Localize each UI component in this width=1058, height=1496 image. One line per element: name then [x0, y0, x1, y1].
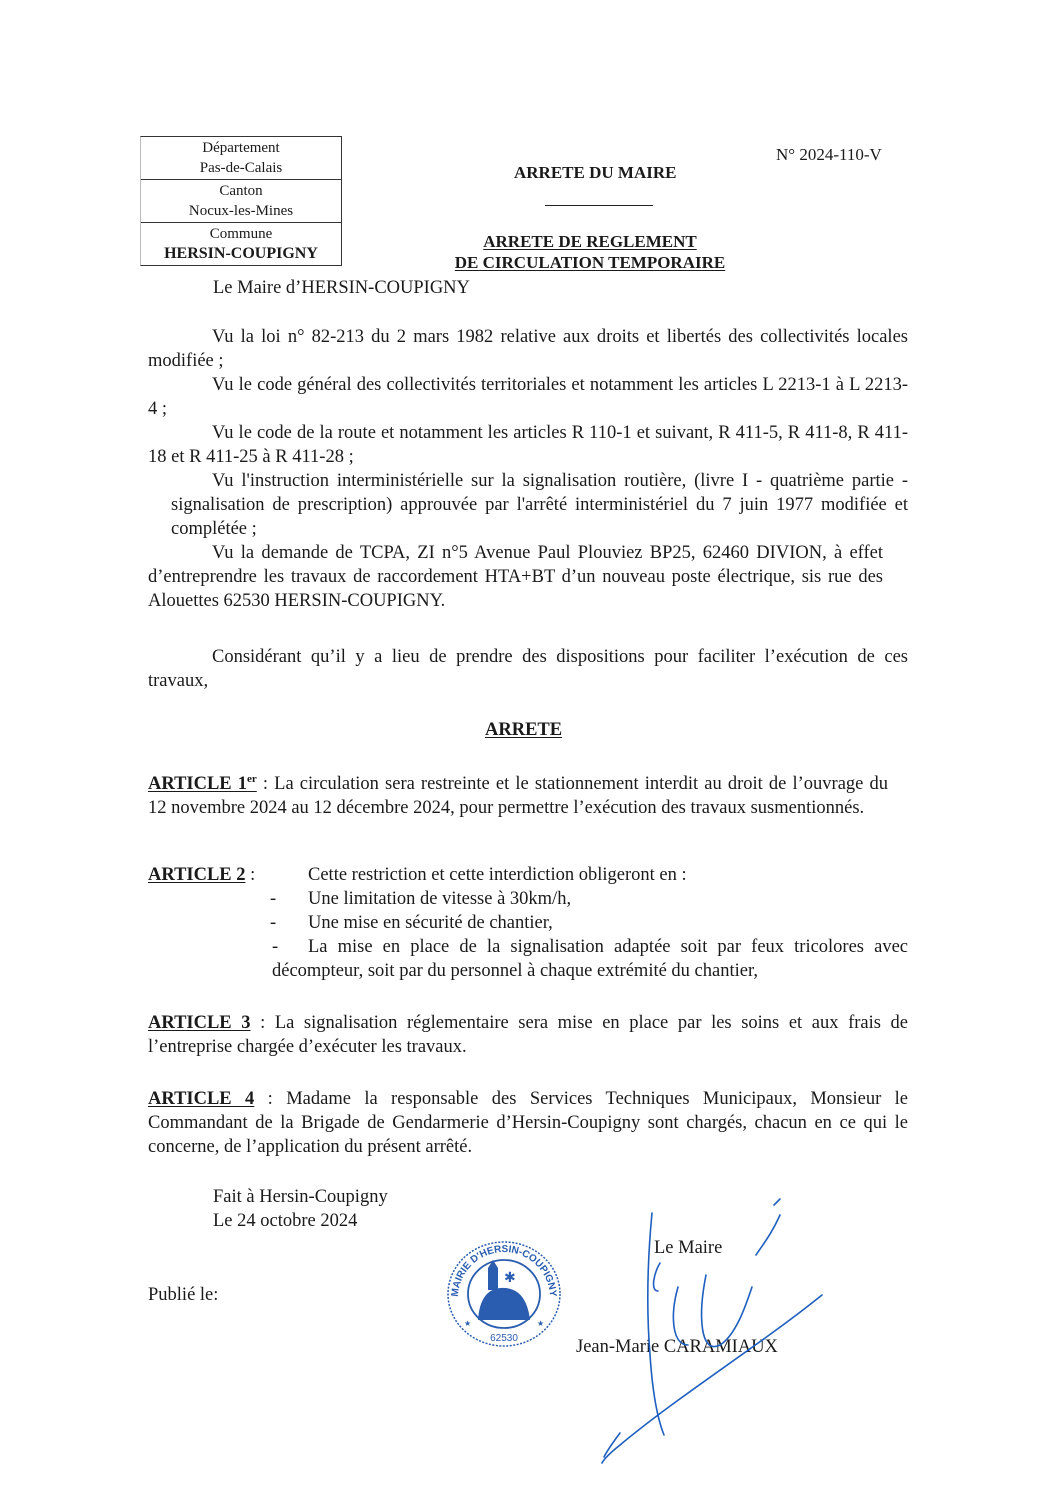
svg-text:✱: ✱: [504, 1271, 516, 1286]
departement-cell: [141, 137, 341, 179]
subtitle-line-2: DE CIRCULATION TEMPORAIRE: [454, 253, 726, 272]
article-2-label: ARTICLE 2: [148, 865, 246, 885]
article-3-label: ARTICLE 3: [148, 1013, 251, 1033]
administrative-header-box: [140, 136, 342, 266]
article-3-text: : La signalisation réglementaire sera mise en place par les soins et aux frais de l’entreprise chargée d’exécuter les travaux.: [148, 1013, 908, 1057]
article-2-lead: Cette restriction et cette interdiction obligeront en :: [308, 865, 687, 885]
article-4: [148, 1087, 908, 1159]
date-line: Le 24 octobre 2024: [213, 1211, 358, 1231]
published-line: Publié le:: [148, 1285, 219, 1305]
svg-text:★: ★: [464, 1319, 472, 1328]
svg-text:★: ★: [537, 1319, 545, 1328]
title-divider: [545, 205, 653, 206]
commune-value: HERSIN-COUPIGNY: [164, 245, 318, 262]
commune-label: Commune: [209, 226, 273, 242]
mairie-stamp-icon: [444, 1238, 564, 1350]
article-4-label: ARTICLE 4: [148, 1089, 255, 1109]
article-2-item-3: - La mise en place de la signalisation adaptée soit par feux tricolores avec décompteur, soit par du personnel à chaque extrémité du chantier,: [272, 937, 908, 981]
subtitle-line-1: ARRETE DE REGLEMENT: [483, 232, 697, 251]
visa-5: Vu la demande de TCPA, ZI n°5 Avenue Paul Plouviez BP25, 62460 DIVION, à effet d’entreprendre les travaux de raccordement HTA+BT d’un nouveau poste électrique, sis rue des Alouettes 62530 HERSIN-COUPIGNY.: [148, 543, 883, 611]
article-1-label: ARTICLE 1er: [148, 773, 257, 795]
signatory-name: Jean-Marie CARAMIAUX: [576, 1337, 778, 1357]
signatory-title: Le Maire: [654, 1238, 723, 1258]
article-2-heading: ARTICLE 2 :: [148, 865, 256, 885]
visa-2: Vu le code général des collectivités territoriales et notamment les articles L 2213-1 à L 2213-4 ;: [148, 375, 908, 419]
canton-value: Nocux-les-Mines: [188, 203, 294, 219]
document-title: ARRETE DU MAIRE: [514, 163, 677, 182]
article-1-text: : La circulation sera restreinte et le stationnement interdit au droit de l’ouvrage du 12 novembre 2024 au 12 décembre 2024, pour permettre l’exécution des travaux susmentionnés.: [148, 774, 888, 819]
svg-text:MAIRIE D'HERSIN-COUPIGNY: MAIRIE D'HERSIN-COUPIGNY: [449, 1243, 559, 1298]
departement-value: Pas-de-Calais: [199, 160, 283, 176]
canton-cell: [141, 179, 341, 222]
article-2-item-2: - Une mise en sécurité de chantier,: [270, 913, 553, 933]
visa-3: Vu le code de la route et notamment les articles R 110-1 et suivant, R 411-5, R 411-8, R 411-18 et R 411-25 à R 411-28 ;: [148, 423, 908, 467]
document-subtitle: [430, 231, 750, 273]
reference-number: N° 2024-110-V: [776, 145, 882, 164]
visa-1: Vu la loi n° 82-213 du 2 mars 1982 relative aux droits et libertés des collectivités locales modifiée ;: [148, 327, 908, 371]
considerant: Considérant qu’il y a lieu de prendre des dispositions pour faciliter l’exécution de ces travaux,: [148, 647, 908, 691]
departement-label: Département: [202, 140, 280, 156]
canton-label: Canton: [219, 183, 263, 199]
mayor-signature-icon: [560, 1195, 860, 1465]
article-4-text: : Madame la responsable des Services Techniques Municipaux, Monsieur le Commandant de la Brigade de Gendarmerie d’Hersin-Coupigny sont chargés, chacun en ce qui le concerne, de l’application du présent arrêté.: [148, 1089, 908, 1157]
arrete-heading: ARRETE: [485, 720, 563, 740]
article-2-item-1: - Une limitation de vitesse à 30km/h,: [270, 889, 572, 909]
place-line: Fait à Hersin-Coupigny: [213, 1187, 388, 1207]
article-3: [148, 1011, 908, 1059]
intro-line: Le Maire d’HERSIN-COUPIGNY: [213, 278, 470, 298]
visa-4: Vu l'instruction interministérielle sur la signalisation routière, (livre I - quatrième partie - signalisation de prescription) approuvée par l'arrêté interministériel du 7 juin 1977 modifiée et complétée ;: [171, 471, 908, 539]
article-1: [148, 767, 888, 820]
commune-cell: [141, 222, 341, 265]
svg-text:62530: 62530: [490, 1333, 518, 1344]
